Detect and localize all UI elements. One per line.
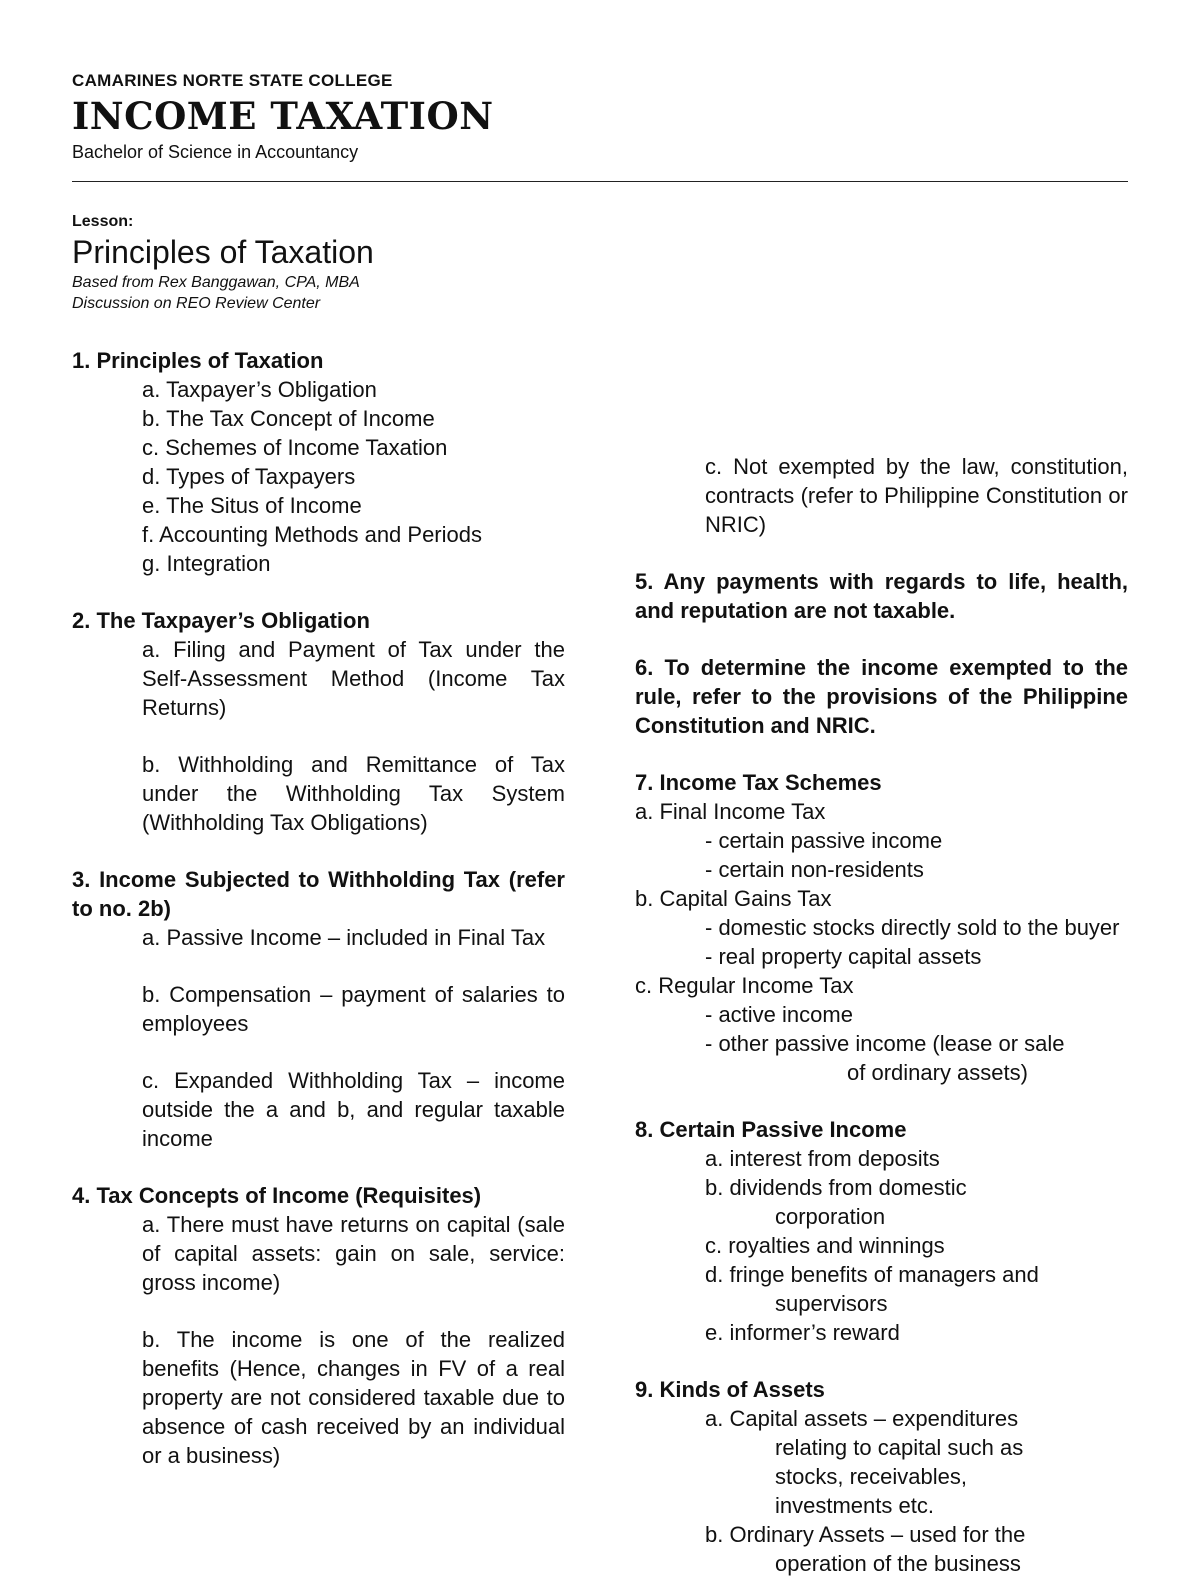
list-item: a. Taxpayer’s Obligation <box>142 377 377 402</box>
section-7-item-b: b. Capital Gains Tax <box>635 886 832 911</box>
list-item: b. The Tax Concept of Income <box>142 406 435 431</box>
section-6-statement: 6. To determine the income exempted to the rule, refer to the provisions of the Philippine Constitution and NRIC. <box>635 655 1128 738</box>
section-2-heading: 2. The Taxpayer’s Obligation <box>72 608 370 633</box>
list-item: - certain passive income <box>705 828 943 853</box>
list-item: b. Ordinary Assets – used for the <box>705 1522 1026 1547</box>
section-9-heading: 9. Kinds of Assets <box>635 1377 825 1402</box>
section-4-item-a: a. There must have returns on capital (sale of capital assets: gain on sale, service: gross income) <box>142 1212 565 1295</box>
list-item: - certain non-residents <box>705 857 924 882</box>
list-item: e. informer’s reward <box>705 1320 900 1345</box>
list-item: - other passive income (lease or sale <box>705 1031 1065 1056</box>
list-item: - active income <box>705 1002 853 1027</box>
list-item: g. Integration <box>142 551 271 576</box>
section-7-heading: 7. Income Tax Schemes <box>635 770 882 795</box>
section-3-item-a: a. Passive Income – included in Final Tax <box>142 925 546 950</box>
list-item: d. Types of Taxpayers <box>142 464 356 489</box>
college-name: CAMARINES NORTE STATE COLLEGE <box>72 71 393 90</box>
section-3-item-b: b. Compensation – payment of salaries to employees <box>142 982 565 1036</box>
section-4-item-c: c. Not exempted by the law, constitution, contracts (refer to Philippine Constitution or NRIC) <box>705 454 1128 537</box>
list-item: b. dividends from domestic <box>705 1175 967 1200</box>
course-title: INCOME TAXATION <box>72 94 494 138</box>
program-name: Bachelor of Science in Accountancy <box>72 142 359 162</box>
list-item-continuation: investments etc. <box>775 1493 934 1518</box>
list-item-continuation: corporation <box>775 1204 886 1229</box>
section-3-item-c: c. Expanded Withholding Tax – income outside the a and b, and regular taxable income <box>142 1068 565 1151</box>
list-item-continuation: of ordinary assets) <box>847 1060 1028 1085</box>
list-item: d. fringe benefits of managers and <box>705 1262 1039 1287</box>
section-8-heading: 8. Certain Passive Income <box>635 1117 907 1142</box>
section-2-item-a: a. Filing and Payment of Tax under the Self-Assessment Method (Income Tax Returns) <box>142 637 565 720</box>
list-item-continuation: stocks, receivables, <box>775 1464 967 1489</box>
left-column <box>72 212 565 1470</box>
list-item: - real property capital assets <box>705 944 982 969</box>
section-7-item-c: c. Regular Income Tax <box>635 973 854 998</box>
list-item: a. Capital assets – expenditures <box>705 1406 1019 1431</box>
section-7-item-a: a. Final Income Tax <box>635 799 826 824</box>
list-item: e. The Situs of Income <box>142 493 362 518</box>
list-item-continuation: supervisors <box>775 1291 888 1316</box>
list-item-continuation: operation of the business <box>775 1551 1021 1576</box>
section-5-statement: 5. Any payments with regards to life, health, and reputation are not taxable. <box>635 569 1128 623</box>
list-item: c. royalties and winnings <box>705 1233 945 1258</box>
section-4-heading: 4. Tax Concepts of Income (Requisites) <box>72 1183 482 1208</box>
section-4-item-b: b. The income is one of the realized benefits (Hence, changes in FV of a real property are not considered taxable due to absence of cash received by an individual or a business) <box>142 1327 565 1468</box>
section-3-heading: 3. Income Subjected to Withholding Tax (refer to no. 2b) <box>72 867 565 921</box>
lesson-label: Lesson: <box>72 213 134 230</box>
document-header <box>72 70 1128 164</box>
list-item-continuation: relating to capital such as <box>775 1435 1024 1460</box>
list-item: - domestic stocks directly sold to the buyer <box>705 915 1120 940</box>
section-2-item-b: b. Withholding and Remittance of Tax under the Withholding Tax System (Withholding Tax Obligations) <box>142 752 565 835</box>
lesson-byline-author: Based from Rex Banggawan, CPA, MBA <box>72 274 360 291</box>
right-column <box>635 212 1128 1578</box>
list-item: c. Schemes of Income Taxation <box>142 435 448 460</box>
lesson-title: Principles of Taxation <box>72 234 374 270</box>
header-divider <box>72 181 1128 182</box>
section-1-heading: 1. Principles of Taxation <box>72 348 324 373</box>
list-item: f. Accounting Methods and Periods <box>142 522 482 547</box>
list-item: a. interest from deposits <box>705 1146 940 1171</box>
lesson-byline-source: Discussion on REO Review Center <box>72 295 321 312</box>
